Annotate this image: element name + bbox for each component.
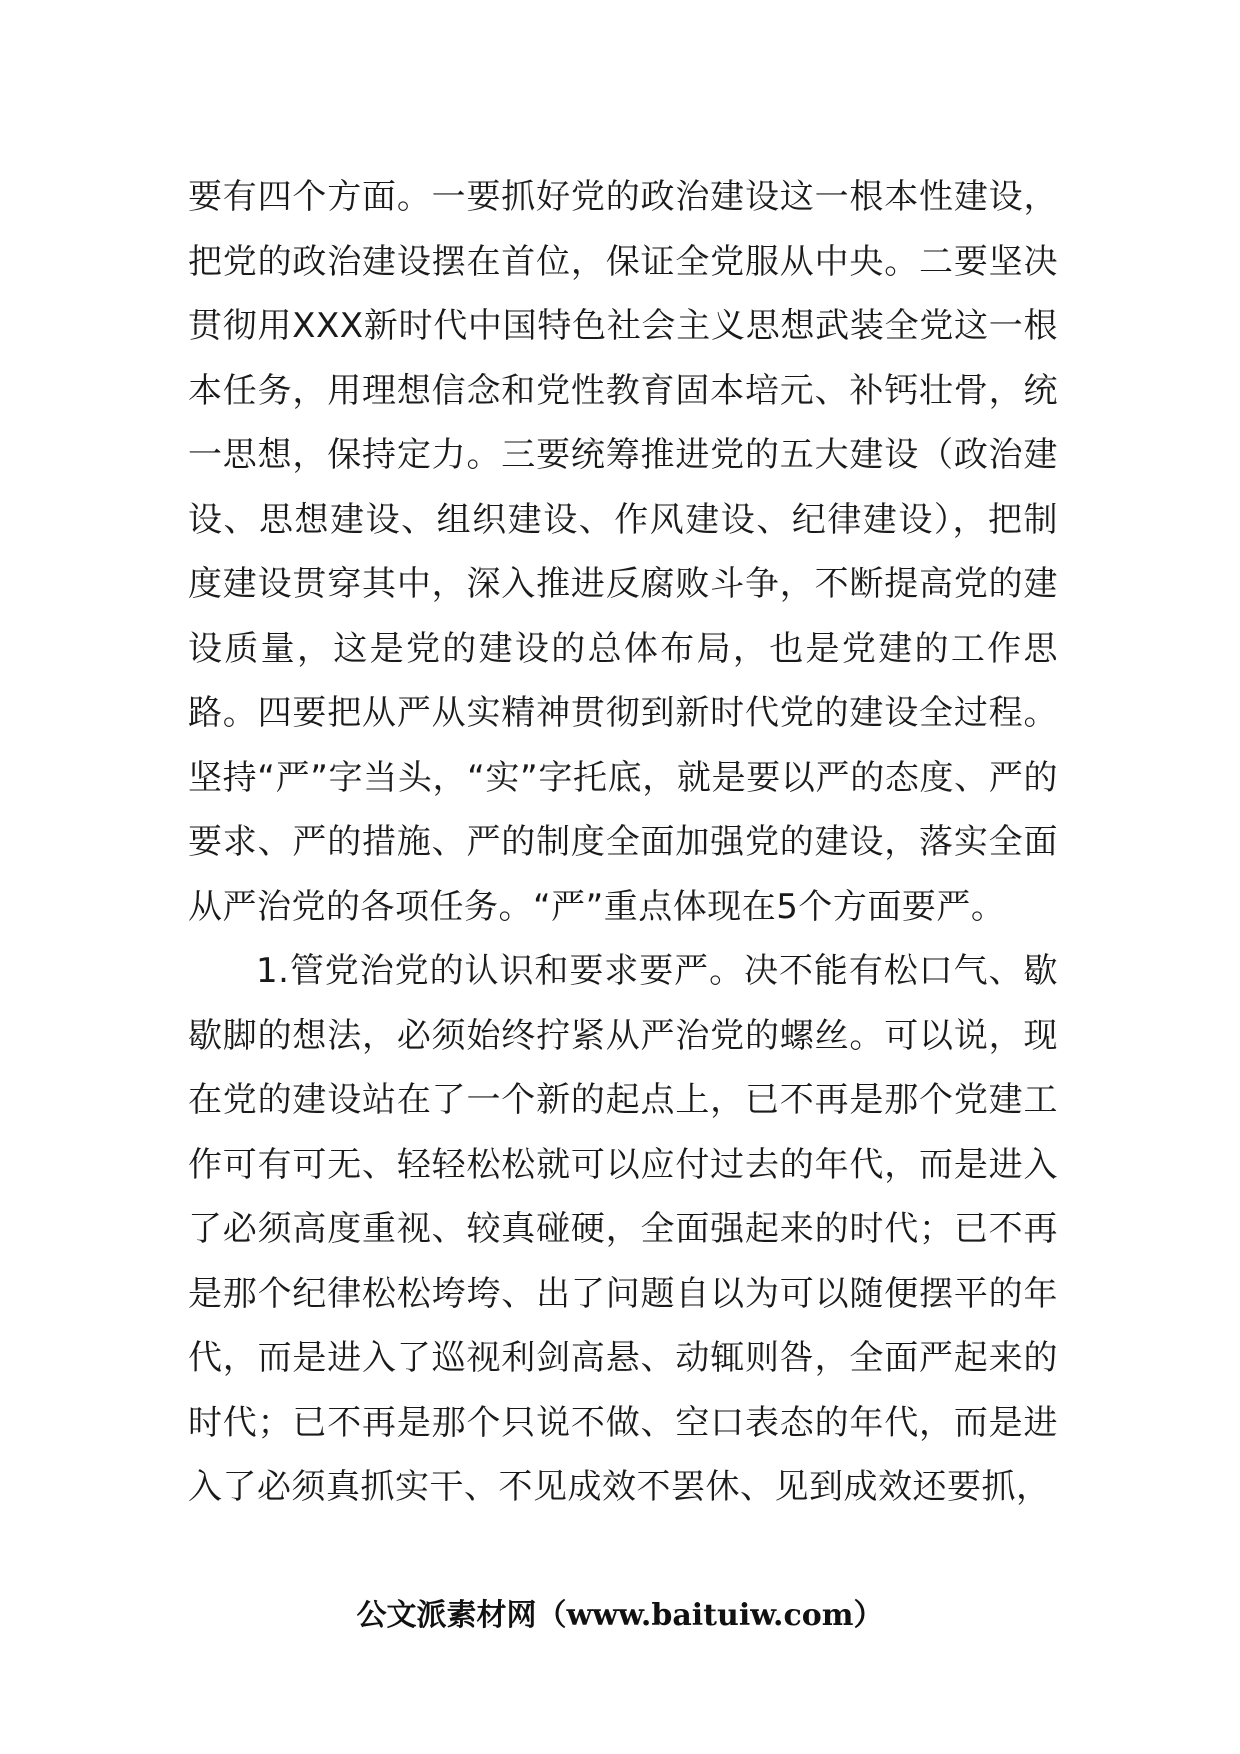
- document-body: [188, 165, 1058, 1520]
- paragraph-1: 要有四个方面。一要抓好党的政治建设这一根本性建设，把党的政治建设摆在首位，保证全党服从中央。二要坚决贯彻用XXX新时代中国特色社会主义思想武装全党这一根本任务，用理想信念和党性教育固本培元、补钙壮骨，统一思想，保持定力。三要统筹推进党的五大建设（政治建设、思想建设、组织建设、作风建设、纪律建设），把制度建设贯穿其中，深入推进反腐败斗争，不断提高党的建设质量，这是党的建设的总体布局，也是党建的工作思路。四要把从严从实精神贯彻到新时代党的建设全过程。坚持“严”字当头，“实”字托底，就是要以严的态度、严的要求、严的措施、严的制度全面加强党的建设，落实全面从严治党的各项任务。“严”重点体现在5个方面要严。: [188, 177, 1058, 927]
- paragraph-2: 1.管党治党的认识和要求要严。决不能有松口气、歇歇脚的想法，必须始终拧紧从严治党的螺丝。可以说，现在党的建设站在了一个新的起点上，已不再是那个党建工作可有可无、轻轻松松就可以应付过去的年代，而是进入了必须高度重视、较真碰硬，全面强起来的时代；已不再是那个纪律松松垮垮、出了问题自以为可以随便摆平的年代，而是进入了巡视利剑高悬、动辄则咎，全面严起来的时代；已不再是那个只说不做、空口表态的年代，而是进入了必须真抓实干、不见成效不罢休、见到成效还要抓，: [188, 951, 1058, 1507]
- footer-watermark: 公文派素材网（www.baituiw.com）: [356, 1598, 884, 1633]
